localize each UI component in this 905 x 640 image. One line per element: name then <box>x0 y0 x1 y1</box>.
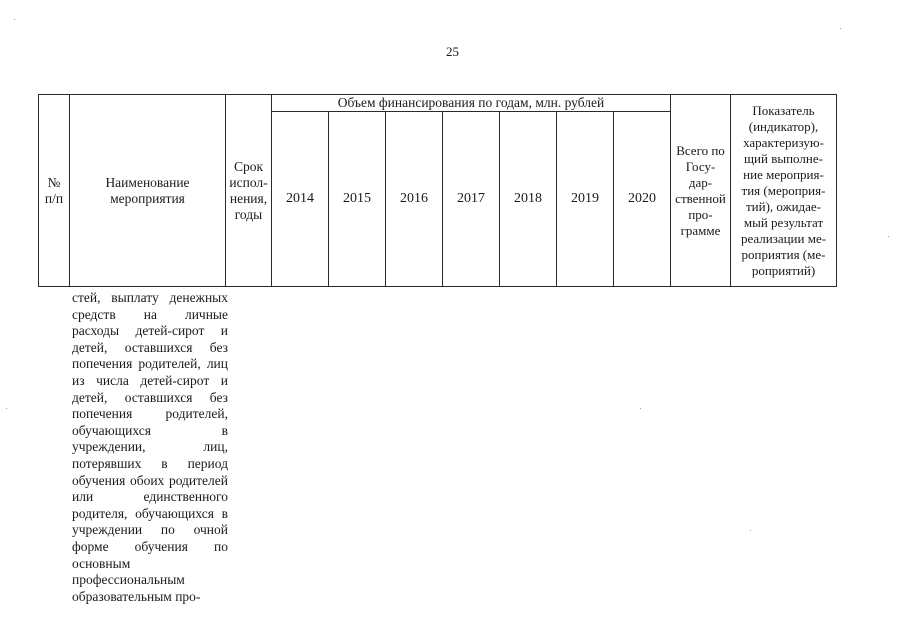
column-header-number: № п/п <box>39 95 70 287</box>
measure-description-continuation: стей, выплату денежных средств на личные расходы детей-сирот и детей, оставшихся без попечения родителей, лиц из числа детей-сирот и детей, оставшихся без попечения родителей, обучающихся в учреждении, лиц, потерявших в период обучения обоих родителей или единственного родителя, обучающихся в учреждении по очной форме обучения по основным профессиональным образовательным про- <box>72 290 228 604</box>
column-header-term: Срок испол- нения, годы <box>226 95 272 287</box>
column-header-total: Всего по Госу- дар- ственной про- грамме <box>671 95 731 287</box>
scan-speck <box>640 408 641 409</box>
column-header-funding: Объем финансирования по годам, млн. рублей <box>272 95 671 112</box>
funding-table-header <box>38 94 837 287</box>
year-header-2020: 2020 <box>614 112 671 287</box>
scan-speck <box>6 408 7 409</box>
year-header-2017: 2017 <box>443 112 500 287</box>
year-header-2018: 2018 <box>500 112 557 287</box>
scan-speck <box>750 530 751 531</box>
year-header-2019: 2019 <box>557 112 614 287</box>
year-header-2016: 2016 <box>386 112 443 287</box>
scan-speck <box>840 28 841 29</box>
page-number: 25 <box>446 44 459 59</box>
column-header-name: Наименование мероприятия <box>70 95 226 287</box>
year-header-2015: 2015 <box>329 112 386 287</box>
column-header-indicator: Показатель (индикатор), характеризую- щий выполне- ние мероприя- тия (мероприя- тий), ожидае- мый результат реализации ме- роприятия (ме- роприятий) <box>731 95 837 287</box>
year-header-2014: 2014 <box>272 112 329 287</box>
scan-speck <box>888 236 889 237</box>
scan-speck <box>14 19 15 20</box>
